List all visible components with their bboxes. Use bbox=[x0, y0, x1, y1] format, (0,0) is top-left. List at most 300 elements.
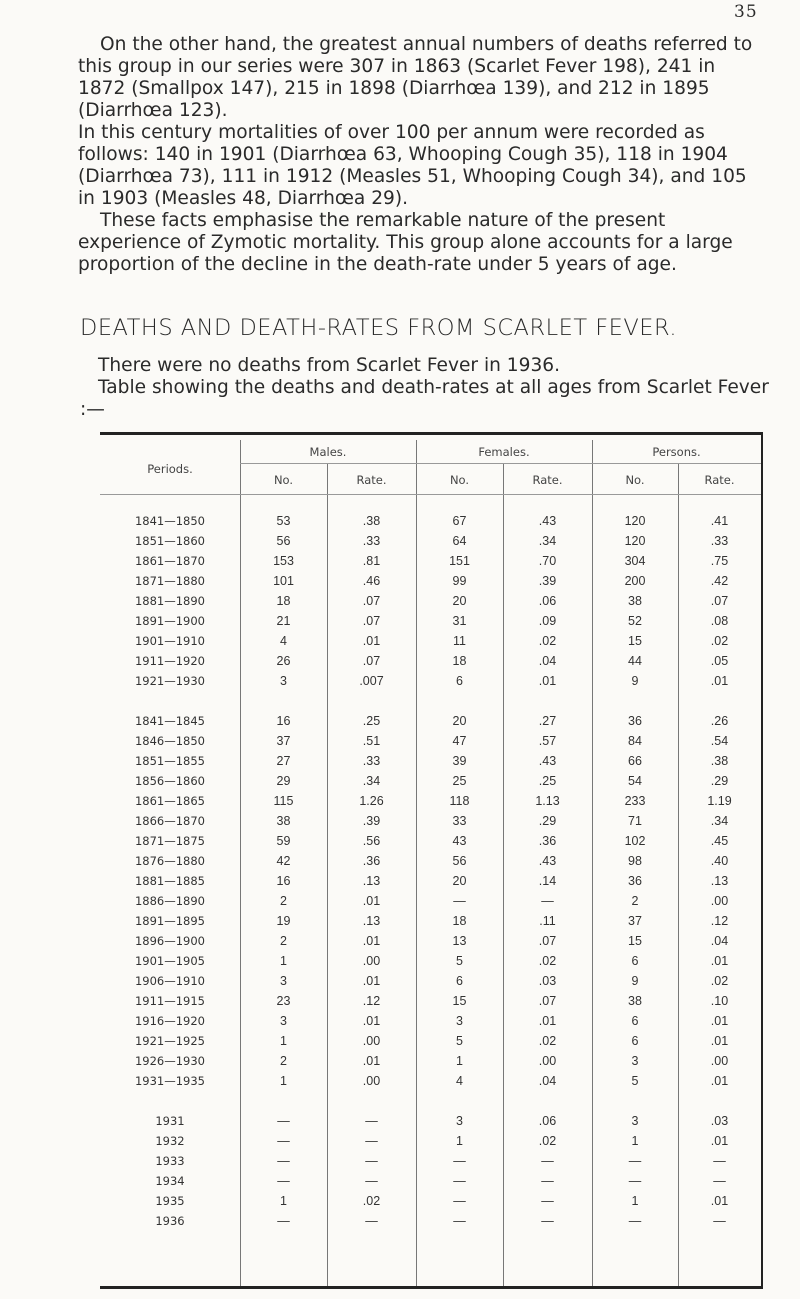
cell-period: 1871—1880 bbox=[134, 574, 206, 588]
header-females-no: No. bbox=[449, 473, 470, 487]
cell-males-no: — bbox=[277, 1174, 290, 1188]
header-females-rate: Rate. bbox=[532, 473, 563, 487]
cell-persons-rate: .38 bbox=[710, 754, 729, 768]
cell-persons-no: — bbox=[628, 1174, 642, 1188]
cell-persons-rate: .02 bbox=[710, 634, 729, 648]
cell-males-no: 19 bbox=[276, 914, 291, 928]
table-bottom-rule bbox=[100, 1286, 763, 1289]
cell-period: 1861—1870 bbox=[134, 554, 206, 568]
group-spacer bbox=[100, 691, 761, 711]
cell-females-rate: — bbox=[541, 894, 554, 908]
cell-period: 1891—1895 bbox=[134, 914, 206, 928]
cell-males-no: — bbox=[277, 1154, 290, 1168]
cell-persons-rate: .26 bbox=[710, 714, 729, 728]
group-spacer bbox=[100, 1091, 761, 1111]
cell-females-no: 1 bbox=[456, 1134, 463, 1148]
cell-females-no: 5 bbox=[456, 1034, 463, 1048]
cell-females-no: 5 bbox=[456, 954, 463, 968]
cell-persons-no: 44 bbox=[628, 654, 642, 668]
cell-males-no: 1 bbox=[280, 1034, 287, 1048]
table-row bbox=[100, 1031, 761, 1051]
cell-persons-no: 15 bbox=[628, 934, 642, 948]
cell-persons-rate: .01 bbox=[710, 674, 729, 688]
cell-females-no: 20 bbox=[452, 874, 467, 888]
cell-females-no: 18 bbox=[452, 914, 467, 928]
table-row bbox=[100, 1211, 761, 1231]
cell-males-no: 1 bbox=[280, 954, 287, 968]
cell-females-rate: .43 bbox=[538, 854, 557, 868]
cell-females-no: 11 bbox=[453, 634, 466, 648]
cell-males-rate: 1.26 bbox=[359, 794, 384, 808]
header-persons-rate: Rate. bbox=[704, 473, 735, 487]
table-row bbox=[100, 1131, 761, 1151]
cell-females-rate: .06 bbox=[538, 1114, 557, 1128]
cell-females-no: 6 bbox=[456, 674, 463, 688]
cell-persons-rate: .29 bbox=[710, 774, 729, 788]
cell-males-no: 53 bbox=[276, 514, 291, 528]
table-row bbox=[100, 751, 761, 771]
cell-persons-no: 6 bbox=[631, 954, 639, 968]
table-row bbox=[100, 871, 761, 891]
cell-persons-no: 5 bbox=[631, 1074, 639, 1088]
cell-females-no: 15 bbox=[452, 994, 467, 1008]
cell-females-no: — bbox=[453, 1154, 466, 1168]
cell-period: 1916—1920 bbox=[134, 1014, 206, 1028]
cell-persons-no: 38 bbox=[628, 994, 642, 1008]
cell-males-no: 16 bbox=[276, 874, 291, 888]
cell-period: 1901—1910 bbox=[134, 634, 206, 648]
cell-females-rate: 1.13 bbox=[535, 794, 560, 808]
cell-females-rate: — bbox=[541, 1194, 554, 1208]
cell-females-rate: .03 bbox=[538, 974, 557, 988]
cell-females-no: — bbox=[453, 1214, 466, 1228]
cell-persons-no: 1 bbox=[631, 1134, 639, 1148]
cell-females-no: 43 bbox=[452, 834, 467, 848]
cell-persons-no: 200 bbox=[624, 574, 646, 588]
cell-males-no: 42 bbox=[276, 854, 291, 868]
table-top-rule bbox=[100, 432, 763, 435]
cell-persons-rate: .04 bbox=[710, 934, 729, 948]
cell-females-no: 13 bbox=[452, 934, 467, 948]
cell-males-no: 101 bbox=[273, 574, 294, 588]
cell-males-no: 38 bbox=[276, 814, 291, 828]
cell-females-no: 3 bbox=[456, 1014, 463, 1028]
cell-period: 1911—1915 bbox=[134, 994, 206, 1008]
cell-period: 1906—1910 bbox=[134, 974, 206, 988]
cell-persons-rate: — bbox=[713, 1214, 726, 1228]
cell-males-no: 3 bbox=[280, 674, 287, 688]
cell-males-rate: .38 bbox=[362, 514, 381, 528]
cell-period: 1856—1860 bbox=[134, 774, 206, 788]
cell-females-rate: .09 bbox=[538, 614, 557, 628]
table-row bbox=[100, 771, 761, 791]
cell-males-no: 37 bbox=[276, 734, 291, 748]
cell-persons-no: 1 bbox=[631, 1194, 639, 1208]
cell-persons-no: — bbox=[628, 1154, 642, 1168]
table-row bbox=[100, 791, 761, 811]
cell-females-no: 56 bbox=[452, 854, 467, 868]
intro-text bbox=[80, 355, 780, 421]
cell-males-rate: .07 bbox=[362, 614, 381, 628]
table-row bbox=[100, 991, 761, 1011]
cell-period: 1881—1890 bbox=[134, 594, 206, 608]
cell-females-rate: — bbox=[541, 1174, 554, 1188]
cell-persons-rate: .33 bbox=[710, 534, 729, 548]
cell-females-no: 99 bbox=[452, 574, 467, 588]
cell-females-rate: .02 bbox=[538, 1134, 557, 1148]
cell-males-rate: .13 bbox=[362, 914, 381, 928]
cell-males-rate: .00 bbox=[362, 1074, 381, 1088]
cell-males-no: 3 bbox=[280, 974, 287, 988]
cell-period: 1841—1845 bbox=[134, 714, 206, 728]
cell-persons-no: 9 bbox=[631, 974, 639, 988]
cell-males-rate: .56 bbox=[362, 834, 381, 848]
table-row bbox=[100, 511, 761, 531]
cell-persons-no: 304 bbox=[624, 554, 646, 568]
cell-period: 1933 bbox=[155, 1154, 185, 1168]
cell-persons-no: 15 bbox=[628, 634, 642, 648]
cell-persons-no: 36 bbox=[628, 874, 642, 888]
cell-females-rate: .01 bbox=[538, 1014, 557, 1028]
cell-males-rate: — bbox=[365, 1154, 378, 1168]
cell-persons-rate: .05 bbox=[710, 654, 729, 668]
cell-females-rate: .02 bbox=[538, 1034, 557, 1048]
cell-persons-rate: .34 bbox=[710, 814, 729, 828]
cell-males-rate: — bbox=[365, 1174, 378, 1188]
cell-persons-no: 37 bbox=[628, 914, 642, 928]
header-subrule bbox=[240, 463, 761, 464]
cell-females-rate: .43 bbox=[538, 754, 557, 768]
cell-males-rate: .01 bbox=[362, 1014, 381, 1028]
cell-males-no: 59 bbox=[276, 834, 291, 848]
cell-females-rate: .27 bbox=[538, 714, 557, 728]
table-row bbox=[100, 951, 761, 971]
cell-males-no: 16 bbox=[276, 714, 291, 728]
data-table bbox=[100, 511, 761, 1231]
cell-males-rate: .25 bbox=[362, 714, 381, 728]
cell-males-rate: .33 bbox=[362, 534, 381, 548]
cell-persons-rate: — bbox=[713, 1174, 726, 1188]
table-row bbox=[100, 1051, 761, 1071]
cell-period: 1901—1905 bbox=[134, 954, 206, 968]
table-row bbox=[100, 1111, 761, 1131]
cell-persons-rate: .07 bbox=[710, 594, 729, 608]
table-row bbox=[100, 631, 761, 651]
cell-males-rate: .81 bbox=[362, 554, 381, 568]
cell-males-rate: — bbox=[365, 1114, 378, 1128]
cell-females-no: 31 bbox=[452, 614, 467, 628]
cell-males-rate: .02 bbox=[362, 1194, 381, 1208]
table-row bbox=[100, 1151, 761, 1171]
cell-females-rate: .70 bbox=[538, 554, 557, 568]
cell-period: 1851—1860 bbox=[134, 534, 206, 548]
cell-period: 1931—1935 bbox=[134, 1074, 206, 1088]
table-row bbox=[100, 891, 761, 911]
cell-persons-no: 54 bbox=[628, 774, 642, 788]
cell-period: 1921—1925 bbox=[134, 1034, 206, 1048]
table-row bbox=[100, 651, 761, 671]
cell-males-rate: .46 bbox=[362, 574, 381, 588]
cell-females-rate: .34 bbox=[538, 534, 557, 548]
cell-males-rate: .36 bbox=[362, 854, 381, 868]
cell-males-no: 18 bbox=[276, 594, 291, 608]
cell-males-no: 27 bbox=[276, 754, 291, 768]
cell-females-no: 39 bbox=[452, 754, 467, 768]
cell-females-rate: .02 bbox=[538, 634, 557, 648]
cell-males-no: 115 bbox=[273, 794, 294, 808]
header-bottom-rule bbox=[100, 494, 761, 495]
cell-period: 1935 bbox=[155, 1194, 185, 1208]
table-row bbox=[100, 851, 761, 871]
cell-period: 1861—1865 bbox=[134, 794, 206, 808]
cell-females-rate: .11 bbox=[539, 914, 556, 928]
cell-males-no: 1 bbox=[280, 1194, 287, 1208]
cell-females-no: 6 bbox=[456, 974, 463, 988]
cell-persons-rate: .75 bbox=[710, 554, 729, 568]
table-row bbox=[100, 931, 761, 951]
spacer-cell bbox=[100, 1091, 761, 1111]
cell-period: 1896—1900 bbox=[134, 934, 206, 948]
table-row bbox=[100, 1011, 761, 1031]
cell-persons-no: 233 bbox=[624, 794, 646, 808]
cell-males-no: 26 bbox=[276, 654, 291, 668]
cell-males-rate: .13 bbox=[362, 874, 381, 888]
paragraph-these-facts: These facts emphasise the remarkable nature of the present experience of Zymotic mortality. This group alone accounts for a large proportion of the decline in the death-rate under 5 years of age. bbox=[78, 210, 733, 275]
cell-males-no: 2 bbox=[280, 1054, 287, 1068]
cell-females-no: 47 bbox=[452, 734, 467, 748]
cell-males-rate: .33 bbox=[362, 754, 381, 768]
cell-males-no: 3 bbox=[280, 1014, 287, 1028]
table-row bbox=[100, 1071, 761, 1091]
cell-females-no: 3 bbox=[456, 1114, 463, 1128]
cell-persons-no: 36 bbox=[628, 714, 642, 728]
cell-males-rate: .07 bbox=[362, 654, 381, 668]
cell-females-rate: .36 bbox=[538, 834, 557, 848]
cell-period: 1936 bbox=[155, 1214, 185, 1228]
cell-persons-no: 9 bbox=[631, 674, 639, 688]
cell-males-rate: .01 bbox=[362, 1054, 381, 1068]
cell-males-no: — bbox=[277, 1114, 290, 1128]
cell-persons-no: 3 bbox=[631, 1114, 639, 1128]
cell-males-no: 4 bbox=[280, 634, 287, 648]
cell-period: 1934 bbox=[155, 1174, 185, 1188]
cell-females-no: 64 bbox=[452, 534, 467, 548]
cell-persons-rate: 1.19 bbox=[707, 794, 732, 808]
cell-persons-rate: .03 bbox=[710, 1114, 729, 1128]
cell-persons-no: 66 bbox=[628, 754, 642, 768]
cell-persons-rate: .08 bbox=[710, 614, 729, 628]
no-deaths-note: There were no deaths from Scarlet Fever in 1936. bbox=[98, 355, 561, 376]
cell-females-no: 20 bbox=[452, 714, 467, 728]
cell-period: 1876—1880 bbox=[134, 854, 206, 868]
cell-persons-rate: — bbox=[713, 1154, 726, 1168]
cell-males-rate: .00 bbox=[362, 1034, 381, 1048]
page-number: 35 bbox=[734, 2, 758, 22]
cell-males-rate: .07 bbox=[362, 594, 381, 608]
cell-males-no: 29 bbox=[276, 774, 291, 788]
cell-period: 1921—1930 bbox=[134, 674, 206, 688]
cell-males-rate: .007 bbox=[359, 674, 384, 688]
cell-persons-rate: .01 bbox=[710, 1074, 729, 1088]
cell-males-rate: — bbox=[365, 1214, 378, 1228]
cell-females-no: 4 bbox=[456, 1074, 463, 1088]
cell-persons-rate: .01 bbox=[710, 954, 729, 968]
cell-males-no: 56 bbox=[276, 534, 291, 548]
cell-males-rate: .12 bbox=[362, 994, 381, 1008]
cell-persons-rate: .01 bbox=[710, 1134, 729, 1148]
cell-females-no: 118 bbox=[449, 794, 470, 808]
header-males: Males. bbox=[309, 445, 347, 459]
cell-persons-rate: .10 bbox=[710, 994, 729, 1008]
cell-males-rate: .01 bbox=[362, 894, 381, 908]
cell-males-rate: .01 bbox=[362, 974, 381, 988]
cell-period: 1846—1850 bbox=[134, 734, 206, 748]
table-row bbox=[100, 711, 761, 731]
table-row bbox=[100, 591, 761, 611]
cell-period: 1891—1900 bbox=[134, 614, 206, 628]
header-females: Females. bbox=[478, 445, 530, 459]
cell-males-no: — bbox=[277, 1214, 290, 1228]
cell-females-rate: — bbox=[541, 1214, 554, 1228]
cell-females-rate: .57 bbox=[538, 734, 557, 748]
paragraph-this-century: In this century mortalities of over 100 per annum were recorded as follows: 140 in 1901 (Diarrhœa 63, Whooping Cough 35), 118 in 1904 (Diarrhœa 73), 111 in 1912 (Measles 51, Whooping Cough 34), and 105 in 1903 (Measles 48, Diarrhœa 29). bbox=[78, 122, 747, 209]
cell-persons-rate: .45 bbox=[710, 834, 729, 848]
cell-females-rate: — bbox=[541, 1154, 554, 1168]
header-periods: Periods. bbox=[147, 462, 193, 476]
header-persons: Persons. bbox=[652, 445, 701, 459]
section-heading: DEATHS AND DEATH-RATES FROM SCARLET FEVER. bbox=[80, 315, 677, 341]
cell-period: 1931 bbox=[155, 1114, 185, 1128]
cell-persons-no: 3 bbox=[631, 1054, 639, 1068]
table-row bbox=[100, 671, 761, 691]
cell-males-rate: .00 bbox=[362, 954, 381, 968]
cell-persons-rate: .12 bbox=[710, 914, 729, 928]
cell-males-rate: .34 bbox=[362, 774, 381, 788]
cell-persons-rate: .02 bbox=[710, 974, 729, 988]
cell-females-no: 18 bbox=[452, 654, 467, 668]
cell-males-no: 23 bbox=[276, 994, 291, 1008]
cell-females-no: — bbox=[453, 1194, 466, 1208]
cell-persons-rate: .01 bbox=[710, 1034, 729, 1048]
cell-period: 1871—1875 bbox=[134, 834, 206, 848]
cell-persons-no: 84 bbox=[628, 734, 642, 748]
cell-persons-no: — bbox=[628, 1214, 642, 1228]
scarlet-fever-table bbox=[100, 432, 765, 1290]
cell-females-rate: .06 bbox=[538, 594, 557, 608]
cell-period: 1881—1885 bbox=[134, 874, 206, 888]
cell-period: 1932 bbox=[155, 1134, 185, 1148]
table-row bbox=[100, 571, 761, 591]
cell-persons-no: 38 bbox=[628, 594, 642, 608]
cell-females-no: 151 bbox=[449, 554, 470, 568]
cell-persons-no: 6 bbox=[631, 1034, 639, 1048]
table-right-rule bbox=[761, 432, 763, 1289]
cell-males-no: 2 bbox=[280, 934, 287, 948]
cell-persons-no: 2 bbox=[631, 894, 639, 908]
cell-females-rate: .14 bbox=[538, 874, 557, 888]
cell-males-rate: .01 bbox=[362, 634, 381, 648]
body-text bbox=[78, 34, 768, 276]
table-caption: Table showing the deaths and death-rates at all ages from Scarlet Fever :— bbox=[80, 377, 769, 420]
cell-females-rate: .07 bbox=[538, 994, 557, 1008]
cell-females-rate: .43 bbox=[538, 514, 557, 528]
cell-males-no: 2 bbox=[280, 894, 287, 908]
table-row bbox=[100, 971, 761, 991]
cell-males-rate: .01 bbox=[362, 934, 381, 948]
cell-persons-no: 120 bbox=[624, 514, 646, 528]
cell-females-rate: .00 bbox=[538, 1054, 557, 1068]
cell-females-rate: .02 bbox=[538, 954, 557, 968]
cell-persons-rate: .00 bbox=[710, 894, 729, 908]
spacer-cell bbox=[100, 691, 761, 711]
cell-females-no: 25 bbox=[452, 774, 467, 788]
cell-persons-rate: .13 bbox=[710, 874, 729, 888]
cell-females-rate: .07 bbox=[538, 934, 557, 948]
cell-persons-rate: .00 bbox=[710, 1054, 729, 1068]
cell-females-rate: .04 bbox=[538, 1074, 557, 1088]
cell-females-no: 33 bbox=[452, 814, 467, 828]
cell-persons-no: 71 bbox=[628, 814, 642, 828]
cell-males-rate: .39 bbox=[362, 814, 381, 828]
table-row bbox=[100, 1191, 761, 1211]
cell-females-rate: .25 bbox=[538, 774, 557, 788]
cell-males-no: 153 bbox=[273, 554, 294, 568]
table-row bbox=[100, 811, 761, 831]
cell-period: 1911—1920 bbox=[134, 654, 206, 668]
cell-persons-no: 102 bbox=[624, 834, 646, 848]
cell-males-no: — bbox=[277, 1134, 290, 1148]
cell-period: 1851—1855 bbox=[134, 754, 206, 768]
cell-persons-no: 6 bbox=[631, 1014, 639, 1028]
header-males-no: No. bbox=[273, 473, 294, 487]
cell-persons-rate: .41 bbox=[710, 514, 729, 528]
cell-females-no: 67 bbox=[452, 514, 467, 528]
table-row bbox=[100, 531, 761, 551]
cell-period: 1886—1890 bbox=[134, 894, 206, 908]
cell-persons-rate: .54 bbox=[710, 734, 729, 748]
cell-period: 1866—1870 bbox=[134, 814, 206, 828]
table-row bbox=[100, 551, 761, 571]
cell-period: 1926—1930 bbox=[134, 1054, 206, 1068]
cell-females-rate: .01 bbox=[538, 674, 557, 688]
cell-females-no: 1 bbox=[456, 1054, 463, 1068]
paragraph-greatest-numbers: On the other hand, the greatest annual numbers of deaths referred to this group in our series were 307 in 1863 (Scarlet Fever 198), 241 in 1872 (Smallpox 147), 215 in 1898 (Diarrhœa 139), and 212 in 1895 (Diarrhœa 123). bbox=[78, 34, 753, 121]
cell-persons-no: 52 bbox=[628, 614, 642, 628]
cell-period: 1841—1850 bbox=[134, 514, 206, 528]
table-row bbox=[100, 611, 761, 631]
header-persons-no: No. bbox=[625, 473, 645, 487]
table-row bbox=[100, 911, 761, 931]
cell-persons-rate: .01 bbox=[710, 1194, 729, 1208]
cell-males-no: 21 bbox=[276, 614, 291, 628]
cell-females-rate: .39 bbox=[538, 574, 557, 588]
header-males-rate: Rate. bbox=[356, 473, 387, 487]
cell-persons-rate: .42 bbox=[710, 574, 729, 588]
cell-females-rate: .04 bbox=[538, 654, 557, 668]
cell-persons-rate: .01 bbox=[710, 1014, 729, 1028]
cell-persons-no: 98 bbox=[628, 854, 642, 868]
cell-males-rate: — bbox=[365, 1134, 378, 1148]
cell-persons-rate: .40 bbox=[710, 854, 729, 868]
table-row bbox=[100, 731, 761, 751]
table-row bbox=[100, 1171, 761, 1191]
cell-females-no: — bbox=[453, 894, 466, 908]
table-row bbox=[100, 831, 761, 851]
cell-males-rate: .51 bbox=[362, 734, 381, 748]
cell-males-no: 1 bbox=[280, 1074, 287, 1088]
cell-females-no: — bbox=[453, 1174, 466, 1188]
cell-females-no: 20 bbox=[452, 594, 467, 608]
